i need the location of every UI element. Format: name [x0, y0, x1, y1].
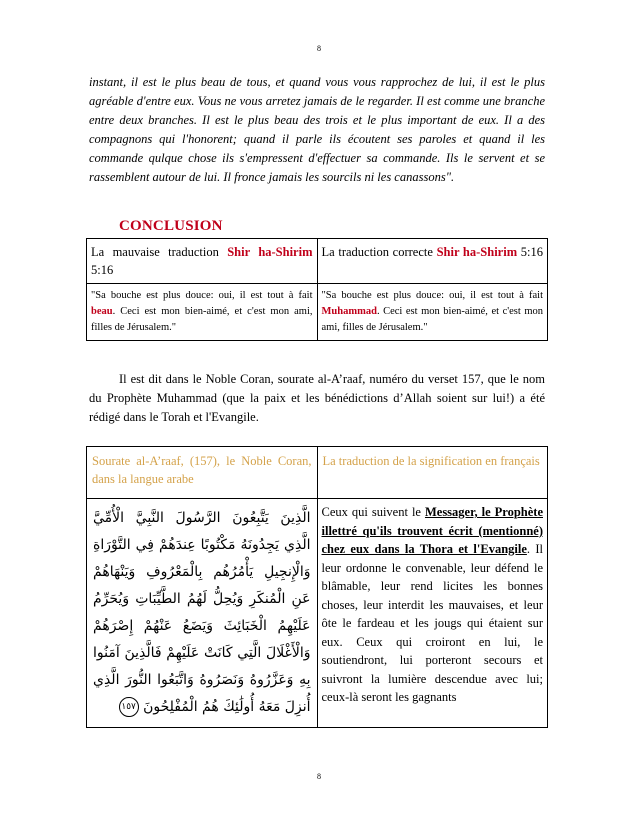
wrong-text-before: "Sa bouche est plus douce: oui, il est tout à fait: [91, 290, 313, 301]
correct-translation-text: [317, 284, 548, 341]
wrong-translation-text: [87, 284, 318, 341]
correct-translation-ref: Shir ha-Shirim: [436, 245, 518, 259]
wrong-translation-verse: 5:16: [91, 263, 114, 277]
arabic-verse: [87, 499, 318, 728]
french-translation: [317, 499, 548, 728]
french-text-underlined: Messager, le Prophète illettré qu'ils trouvent écrit (mentionné) chez eux dans la Thora et l'Evangile: [321, 505, 543, 556]
correct-text-before: "Sa bouche est plus douce: oui, il est tout à fait: [321, 290, 543, 301]
page-number-bottom: 8: [317, 772, 321, 781]
correct-translation-verse: 5:16: [520, 245, 543, 259]
wrong-translation-ref: Shir ha-Shirim: [227, 245, 313, 259]
correct-translation-label: La traduction correcte: [321, 245, 433, 259]
french-text-before: Ceux qui suivent le: [321, 505, 421, 519]
middle-paragraph: Il est dit dans le Noble Coran, sourate al-A’raaf, numéro du verset 157, que le nom du Prophète Muhammad (que la paix et les bénédictions d’Allah soient sur lui!) a été rédigé dans le Torah et l'Evangile.: [89, 372, 545, 424]
intro-paragraph: instant, il est le plus beau de tous, et quand vous vous rapprochez de lui, il est le plus agréable d'entre eux. Vous ne vous arretez jamais de le regarder. Il est comme une branche entre deux branches. Il est le plus beau des trois et le plus important de eux. Il a des compagnons qui l'honorent; quand il parle ils écoutent ses paroles et quand il les commande qulque chose ils s'empressent d'effectuer sa commande. Ils le servent et se rassemblent autour de lui. Il fronce jamais les sourcils ni les canassons".: [89, 75, 545, 184]
conclusion-heading: CONCLUSION: [119, 218, 223, 234]
arabic-verse-text: الَّذِينَ يَتَّبِعُونَ الرَّسُولَ النَّبِيَّ الْأُمِّيَّ الَّذِي يَجِدُونَهُ مَكْتُوبًا عِندَهُمْ فِي التَّوْرَاةِ وَالْإِنجِيلِ يَأْمُرُهُم بِالْمَعْرُوفِ وَيَنْهَاهُمْ عَنِ الْمُنكَرِ وَيُحِلُّ لَهُمُ الطَّيِّبَاتِ وَيُحَرِّمُ عَلَيْهِمُ الْخَبَائِثَ وَيَضَعُ عَنْهُمْ إِصْرَهُمْ وَالْأَغْلَالَ الَّتِي كَانَتْ عَلَيْهِمْ فَالَّذِينَ آمَنُوا بِهِ وَعَزَّرُوهُ وَنَصَرُوهُ وَاتَّبَعُوا النُّورَ الَّذِي أُنزِلَ مَعَهُ أُولَٰئِكَ هُمُ الْمُفْلِحُونَ: [93, 510, 311, 715]
quran-table: [86, 446, 548, 728]
wrong-translation-label: La mauvaise traduction: [91, 245, 219, 259]
correct-text-after: . Ceci est mon bien-aimé, et c'est mon ami, filles de Jérusalem.": [321, 306, 543, 333]
wrong-text-highlight: beau: [91, 306, 113, 317]
correct-text-highlight: Muhammad: [321, 306, 377, 317]
french-text-after: . Il leur ordonne le convenable, leur défend le blâmable, leur rend licites les bonnes choses, leur interdit les mauvaises, et leur ôte le fardeau et les jougs qui étaient sur eux. Ceux qui croiront en lui, le soutiendront, lui porteront secours et suivront la lumière descendue avec lui; ceux-là seront les gagnants: [321, 542, 544, 704]
french-column-header: La traduction de la signification en français: [317, 447, 548, 499]
comparison-table: [86, 238, 548, 341]
page-number-top: 8: [317, 44, 321, 53]
correct-translation-header: [317, 239, 548, 284]
arabic-column-header: Sourate al-A’raaf, (157), le Noble Coran, dans la langue arabe: [87, 447, 318, 499]
ayah-number-icon: ١٥٧: [119, 697, 139, 717]
comparison-header-row: [87, 239, 548, 284]
comparison-body-row: [87, 284, 548, 341]
quran-header-row: [87, 447, 548, 499]
wrong-translation-header: [87, 239, 318, 284]
quran-body-row: [87, 499, 548, 728]
wrong-text-after: . Ceci est mon bien-aimé, et c'est mon ami, filles de Jérusalem.": [91, 306, 313, 333]
